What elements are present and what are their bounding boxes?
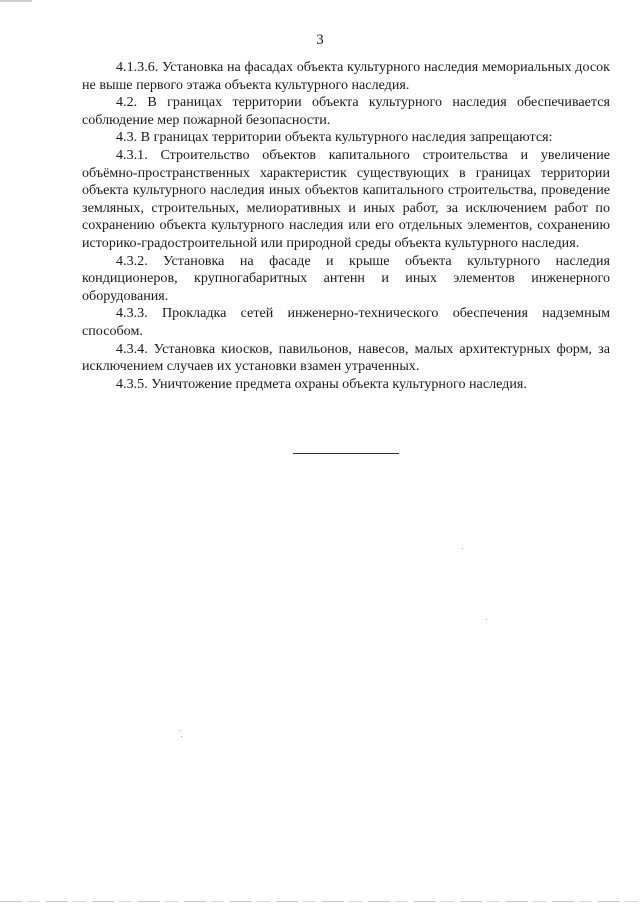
scan-speck: [180, 730, 181, 731]
paragraph-4-3: 4.3. В границах территории объекта культурного наследия запрещаются:: [116, 129, 553, 146]
scan-speck: [462, 548, 463, 549]
paragraph-4-3-3: 4.3.3. Прокладка сетей инженерно-технического обеспечения надземным способом.: [82, 305, 610, 339]
paragraph-4-3-5: 4.3.5. Уничтожение предмета охраны объекта культурного наследия.: [116, 375, 527, 392]
scan-speck: [181, 736, 182, 737]
end-separator-line: [293, 453, 399, 454]
page-number: 3: [316, 32, 324, 48]
paragraph-4-3-1: 4.3.1. Строительство объектов капитального строительства и увеличение объёмно-пространственных характеристик существующих в границах территории объекта культурного наследия иных объектов капитального строительства, проведение земляных, строительных, мелиоративных и иных работ, за исключением работ по сохранению объекта культурного наследия или его отдельных элементов, сохранению историко-градостроительной или природной среды объекта культурного наследия.: [82, 146, 610, 251]
scan-edge-mark: [0, 0, 32, 2]
paragraph-4-3-2: 4.3.2. Установка на фасаде и крыше объекта культурного наследия кондиционеров, крупногабаритных антенн и иных элементов инженерного оборудования.: [82, 252, 610, 304]
paragraph-4-1-3-6: 4.1.3.6. Установка на фасадах объекта культурного наследия мемориальных досок не выше первого этажа объекта культурного наследия.: [82, 59, 610, 93]
paragraph-4-2: 4.2. В границах территории объекта культурного наследия обеспечивается соблюдение мер пожарной безопасности.: [82, 94, 610, 128]
document-body: [82, 59, 610, 393]
paragraph-4-3-4: 4.3.4. Установка киосков, павильонов, навесов, малых архитектурных форм, за исключением случаев их установки взамен утраченных.: [82, 340, 610, 375]
scan-speck: [486, 619, 487, 620]
scan-bottom-edge: [0, 901, 640, 902]
